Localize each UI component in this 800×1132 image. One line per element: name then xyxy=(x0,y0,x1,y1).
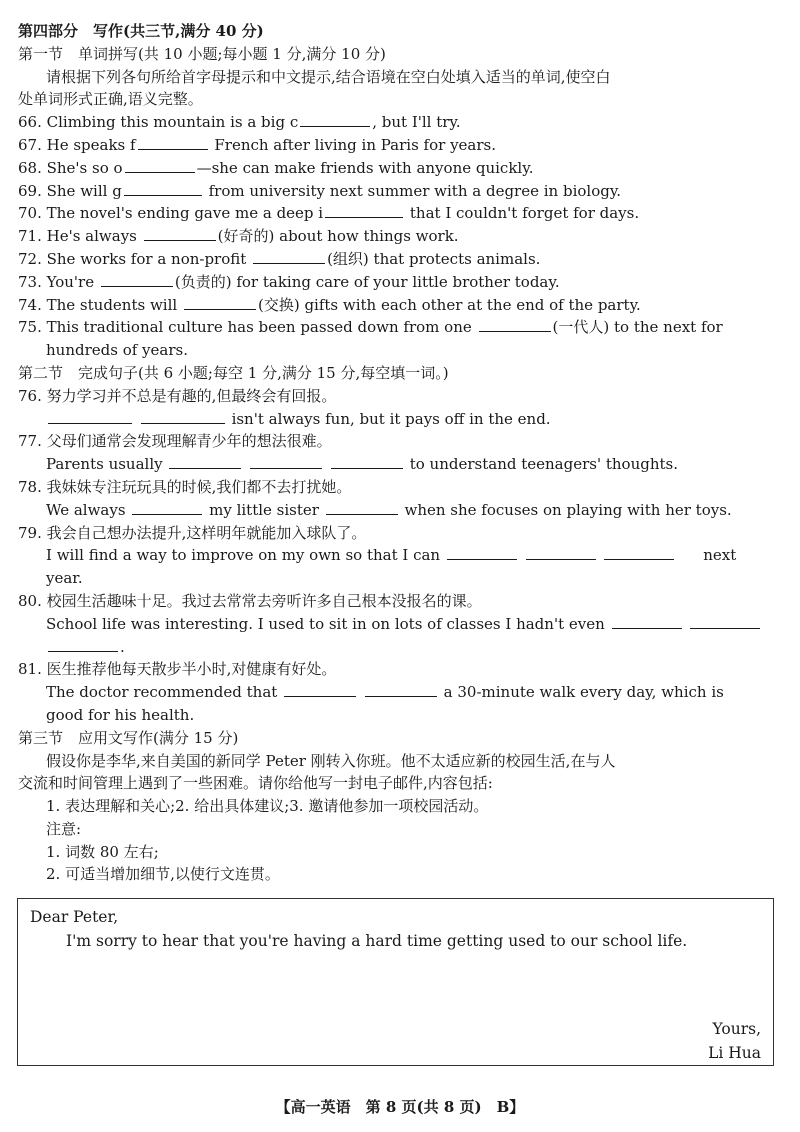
question-69: 69. She will g from university next summer with a degree in biology. xyxy=(18,181,622,200)
answer-blank[interactable] xyxy=(447,544,517,560)
answer-blank[interactable] xyxy=(48,408,132,424)
section1-title: 第一节 单词拼写(共 10 小题;每小题 1 分,满分 10 分) xyxy=(18,44,386,63)
answer-blank[interactable] xyxy=(479,316,551,332)
answer-blank[interactable] xyxy=(250,453,322,469)
answer-blank[interactable] xyxy=(138,134,208,150)
question-80-answer: School life was interesting. I used to sit in on lots of classes I hadn't even xyxy=(18,613,778,636)
section2-title: 第二节 完成句子(共 6 小题;每空 1 分,满分 15 分,每空填一词。) xyxy=(18,363,449,382)
question-75: 75. This traditional culture has been passed down from one (一代人) to the next for xyxy=(18,318,723,337)
note-1: 1. 词数 80 左右; xyxy=(46,842,159,861)
question-81-answer: The doctor recommended that a 30-minute walk every day, which is xyxy=(46,683,724,702)
letter-writing-box[interactable] xyxy=(17,898,774,1066)
answer-blank[interactable] xyxy=(48,636,118,652)
question-73: 73. You're (负责的) for taking care of your little brother today. xyxy=(18,272,560,291)
question-81-prompt: 81. 医生推荐他每天散步半小时,对健康有好处。 xyxy=(18,660,337,679)
answer-blank[interactable] xyxy=(132,499,202,515)
question-76-answer: isn't always fun, but it pays off in the end. xyxy=(18,408,778,431)
answer-blank[interactable] xyxy=(124,180,202,196)
question-66: 66. Climbing this mountain is a big c , but I'll try. xyxy=(18,113,461,132)
answer-blank[interactable] xyxy=(125,157,195,173)
question-77-answer: Parents usually to understand teenagers' thoughts. xyxy=(46,455,678,474)
exam-page xyxy=(18,20,778,886)
part-title: 第四部分 写作(共三节,满分 40 分) xyxy=(18,22,264,40)
task-paragraph-cont: 交流和时间管理上遇到了一些困难。请你给他写一封电子邮件,内容包括: xyxy=(18,774,493,793)
question-76-prompt: 76. 努力学习并不总是有趣的,但最终会有回报。 xyxy=(18,386,337,405)
answer-blank[interactable] xyxy=(526,544,596,560)
question-79-answer: I will find a way to improve on my own so that I can next xyxy=(46,546,737,565)
question-72: 72. She works for a non-profit (组织) that protects animals. xyxy=(18,249,541,268)
answer-blank[interactable] xyxy=(253,248,325,264)
answer-blank[interactable] xyxy=(141,408,225,424)
answer-blank[interactable] xyxy=(690,613,760,629)
question-75-cont: hundreds of years. xyxy=(46,341,188,360)
answer-blank[interactable] xyxy=(612,613,682,629)
question-79-cont: year. xyxy=(46,569,83,588)
section3-title: 第三节 应用文写作(满分 15 分) xyxy=(18,728,239,747)
question-79-prompt: 79. 我会自己想办法提升,这样明年就能加入球队了。 xyxy=(18,523,367,542)
task-requirements: 1. 表达理解和关心;2. 给出具体建议;3. 邀请他参加一项校园活动。 xyxy=(46,797,489,816)
question-67: 67. He speaks f French after living in Paris for years. xyxy=(18,135,497,154)
answer-blank[interactable] xyxy=(365,681,437,697)
answer-blank[interactable] xyxy=(144,225,216,241)
question-77-prompt: 77. 父母们通常会发现理解青少年的想法很难。 xyxy=(18,432,332,451)
answer-blank[interactable] xyxy=(331,453,403,469)
question-68: 68. She's so o —she can make friends with anyone quickly. xyxy=(18,158,534,177)
answer-blank[interactable] xyxy=(101,271,173,287)
page-footer: 【高一英语 第 8 页(共 8 页) B】 xyxy=(275,1098,525,1116)
question-81-cont: good for his health. xyxy=(46,705,195,724)
question-78-answer: We always my little sister when she focuses on playing with her toys. xyxy=(46,500,732,519)
question-80-prompt: 80. 校园生活趣味十足。我过去常常去旁听许多自己根本没报名的课。 xyxy=(18,591,482,610)
answer-blank[interactable] xyxy=(326,499,398,515)
answer-blank[interactable] xyxy=(604,544,674,560)
answer-blank[interactable] xyxy=(325,202,403,218)
question-74: 74. The students will (交换) gifts with each other at the end of the party. xyxy=(18,295,641,314)
answer-blank[interactable] xyxy=(300,111,370,127)
answer-blank[interactable] xyxy=(284,681,356,697)
task-paragraph: 假设你是李华,来自美国的新同学 Peter 刚转入你班。他不太适应新的校园生活,在与人 xyxy=(46,751,616,770)
question-80-cont: . xyxy=(18,636,778,659)
letter-signature: Li Hua xyxy=(708,1044,761,1062)
notes-heading: 注意: xyxy=(46,819,82,838)
section1-instructions: 请根据下列各句所给首字母提示和中文提示,结合语境在空白处填入适当的单词,使空白 xyxy=(46,67,611,86)
question-78-prompt: 78. 我妹妹专注玩玩具的时候,我们都不去打扰她。 xyxy=(18,477,352,496)
answer-blank[interactable] xyxy=(184,294,256,310)
answer-blank[interactable] xyxy=(169,453,241,469)
section1-instructions-cont: 处单词形式正确,语义完整。 xyxy=(18,90,203,109)
letter-first-line: I'm sorry to hear that you're having a hard time getting used to our school life. xyxy=(66,932,688,950)
question-71: 71. He's always (好奇的) about how things work. xyxy=(18,227,459,246)
question-70: 70. The novel's ending gave me a deep i that I couldn't forget for days. xyxy=(18,204,640,223)
letter-closing: Yours, xyxy=(712,1020,761,1038)
letter-greeting: Dear Peter, xyxy=(30,908,119,926)
note-2: 2. 可适当增加细节,以使行文连贯。 xyxy=(46,865,280,884)
